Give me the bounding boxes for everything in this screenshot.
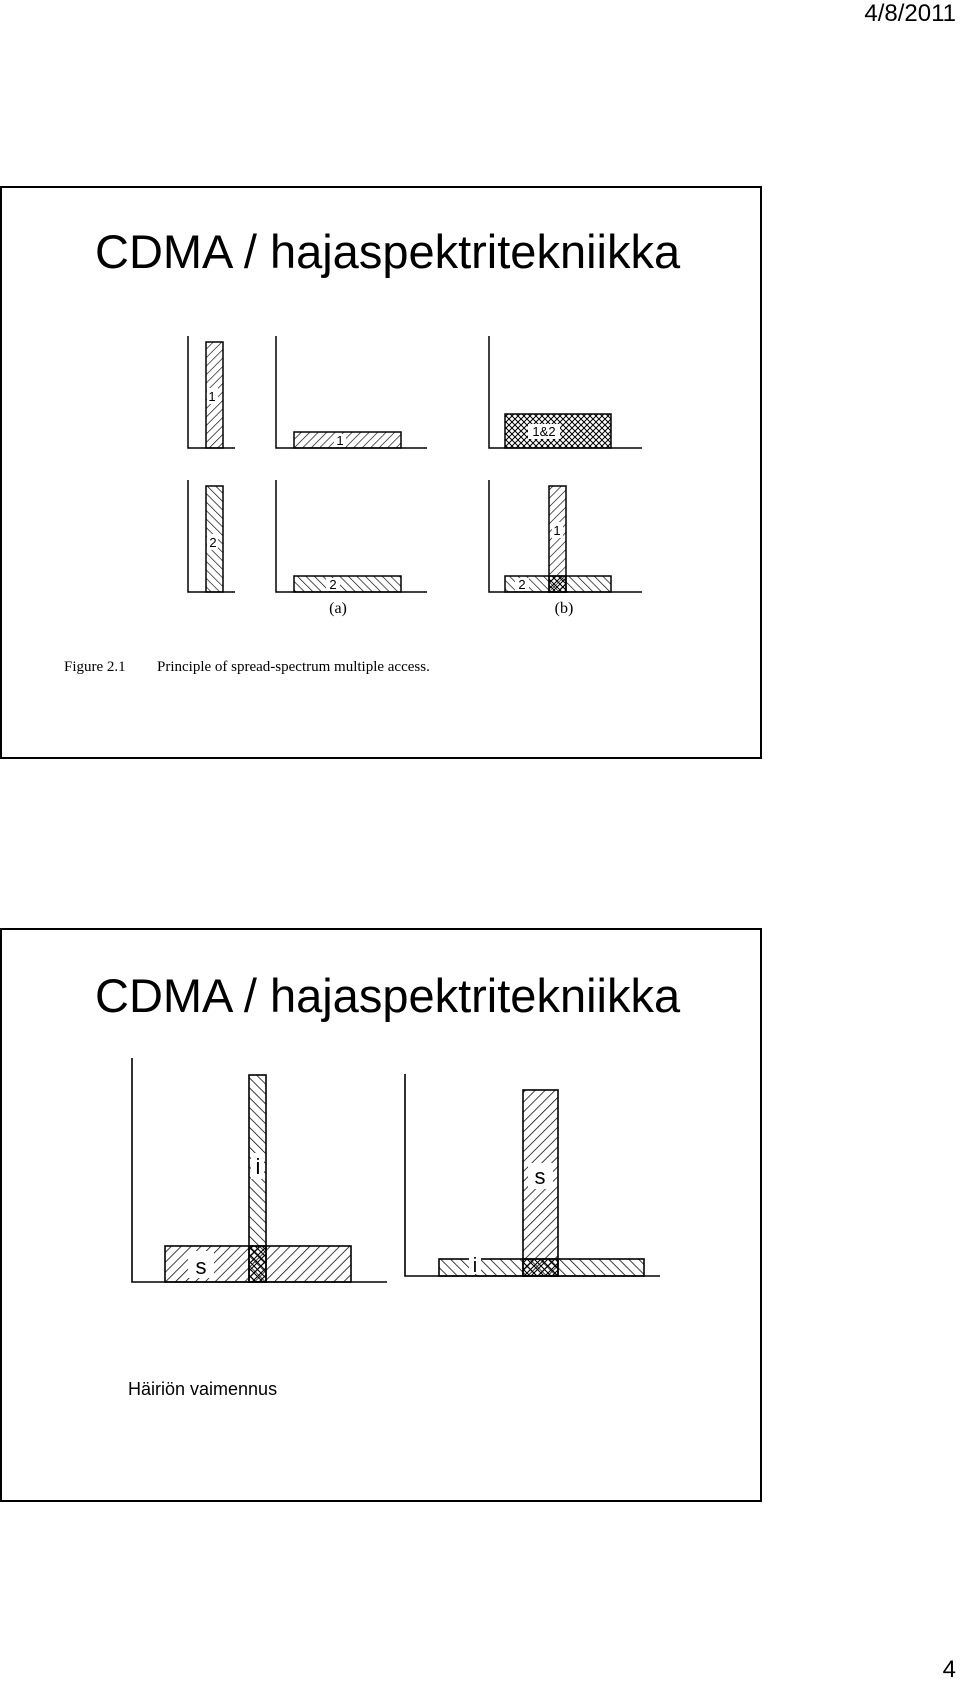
figure-caption-text: Principle of spread-spectrum multiple access. [157, 659, 430, 675]
bar-label: 2 [209, 535, 217, 550]
slide-note: Häiriön vaimennus [128, 1379, 278, 1399]
figure-caption-number: Figure 2.1 [64, 659, 126, 675]
bar-label: i [255, 1154, 261, 1179]
bar-label: 1&2 [532, 424, 556, 439]
bar-label: 1 [553, 523, 561, 538]
figure-axes [188, 336, 642, 592]
bar-label: 2 [518, 577, 526, 592]
bar-label: i [472, 1255, 478, 1277]
slide-1 [0, 186, 762, 759]
header-date: 4/8/2011 [864, 0, 956, 27]
bar-label: 1 [336, 433, 344, 448]
bar-label: s [534, 1164, 546, 1189]
panel-label-a: (a) [329, 600, 347, 617]
bar-label: 1 [208, 389, 216, 404]
slide-title: CDMA / hajaspektritekniikka [95, 969, 681, 1022]
slide-title: CDMA / hajaspektritekniikka [95, 225, 681, 278]
page-number: 4 [942, 1656, 956, 1683]
bar-label: s [195, 1254, 207, 1279]
spread-spectrum-figure [2, 188, 760, 757]
interference-suppression-figure [2, 930, 760, 1500]
slide-2 [0, 928, 762, 1502]
bar-label: 2 [329, 577, 337, 592]
bar-user1-spread [294, 432, 401, 448]
bar-user2-spread [294, 576, 401, 592]
panel-label-b: (b) [554, 600, 574, 617]
